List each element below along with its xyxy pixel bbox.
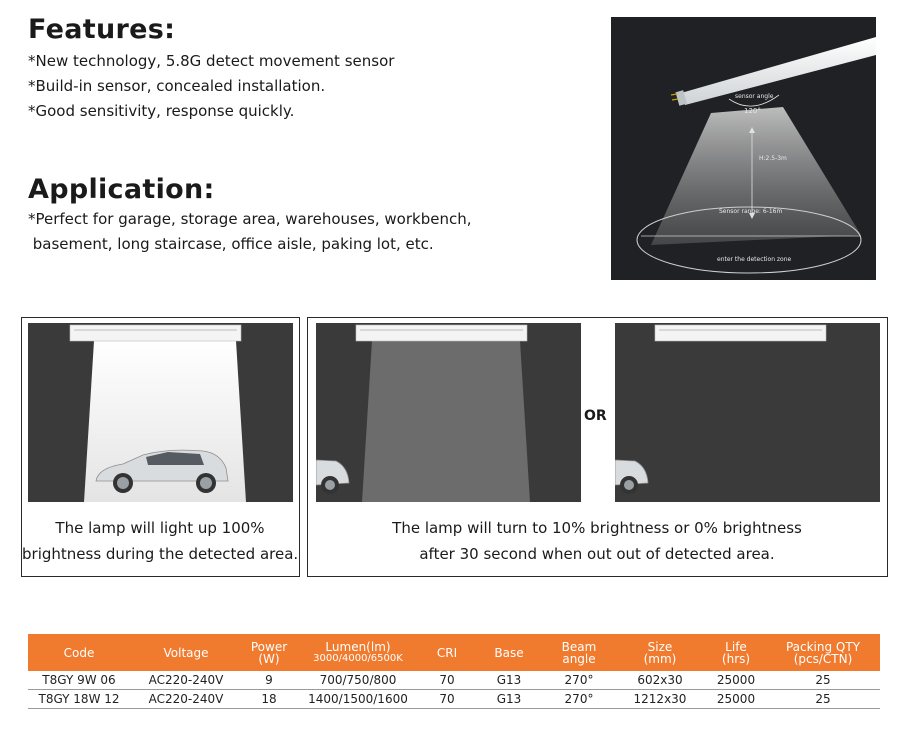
feature-line: *Good sensitivity, response quickly. [28,102,295,120]
table-row [28,671,880,690]
header-life: Life (hrs) [706,634,766,671]
left-caption-line: The lamp will light up 100% [55,519,265,537]
cell-size: 602x30 [614,671,706,690]
scene-full-brightness [28,323,293,502]
cell-power: 9 [242,671,296,690]
height-label: H:2.5-3m [759,155,787,162]
scene-dim-brightness [316,323,581,502]
range-label: Sensor range: 6-16m [719,208,783,215]
application-line: basement, long staircase, office aisle, paking lot, etc. [28,235,434,253]
header-size: Size (mm) [614,634,706,671]
cell-base: G13 [474,671,544,690]
cell-beam-angle: 270° [544,690,614,709]
right-caption-line: The lamp will turn to 10% brightness or 0% brightness [392,519,802,537]
cell-packing-qty: 25 [766,690,880,709]
feature-line: *New technology, 5.8G detect movement sensor [28,52,395,70]
application-title: Application: [28,174,215,205]
header-lumen: Lumen(lm) 3000/4000/6500K [296,634,420,671]
feature-line: *Build-in sensor, concealed installation. [28,77,326,95]
application-line: *Perfect for garage, storage area, warehouses, workbench, [28,210,472,228]
header-base: Base [474,634,544,671]
header-code: Code [28,634,130,671]
panel-out-of-area [307,317,888,577]
cell-cri: 70 [420,671,474,690]
panel-detected [21,317,300,577]
header-packing-qty: Packing QTY (pcs/CTN) [766,634,880,671]
features-title: Features: [28,14,176,45]
scene-graphic [28,323,293,502]
left-caption-line: brightness during the detected area. [22,545,299,563]
sensor-angle-label: sensor angle [735,93,774,100]
spec-table [28,634,880,709]
header-voltage: Voltage [130,634,242,671]
or-label: OR [584,408,607,424]
cell-cri: 70 [420,690,474,709]
cell-code: T8GY 18W 12 [28,690,130,709]
sensor-diagram-graphic [611,17,876,280]
header-beam-angle: Beam angle [544,634,614,671]
cell-life: 25000 [706,690,766,709]
angle-value: 120° [744,107,761,115]
cell-code: T8GY 9W 06 [28,671,130,690]
cell-voltage: AC220-240V [130,690,242,709]
scene-graphic [615,323,880,502]
zone-label: enter the detection zone [717,256,792,263]
header-power: Power (W) [242,634,296,671]
sensor-diagram [611,17,876,280]
cell-power: 18 [242,690,296,709]
cell-voltage: AC220-240V [130,671,242,690]
cell-base: G13 [474,690,544,709]
cell-beam-angle: 270° [544,671,614,690]
cell-packing-qty: 25 [766,671,880,690]
cell-life: 25000 [706,671,766,690]
cell-size: 1212x30 [614,690,706,709]
scene-off [615,323,880,502]
header-cri: CRI [420,634,474,671]
cell-lumen: 1400/1500/1600 [296,690,420,709]
cell-lumen: 700/750/800 [296,671,420,690]
right-caption-line: after 30 second when out out of detected area. [419,545,775,563]
table-header-row [28,634,880,671]
scene-graphic [316,323,581,502]
table-row [28,690,880,709]
